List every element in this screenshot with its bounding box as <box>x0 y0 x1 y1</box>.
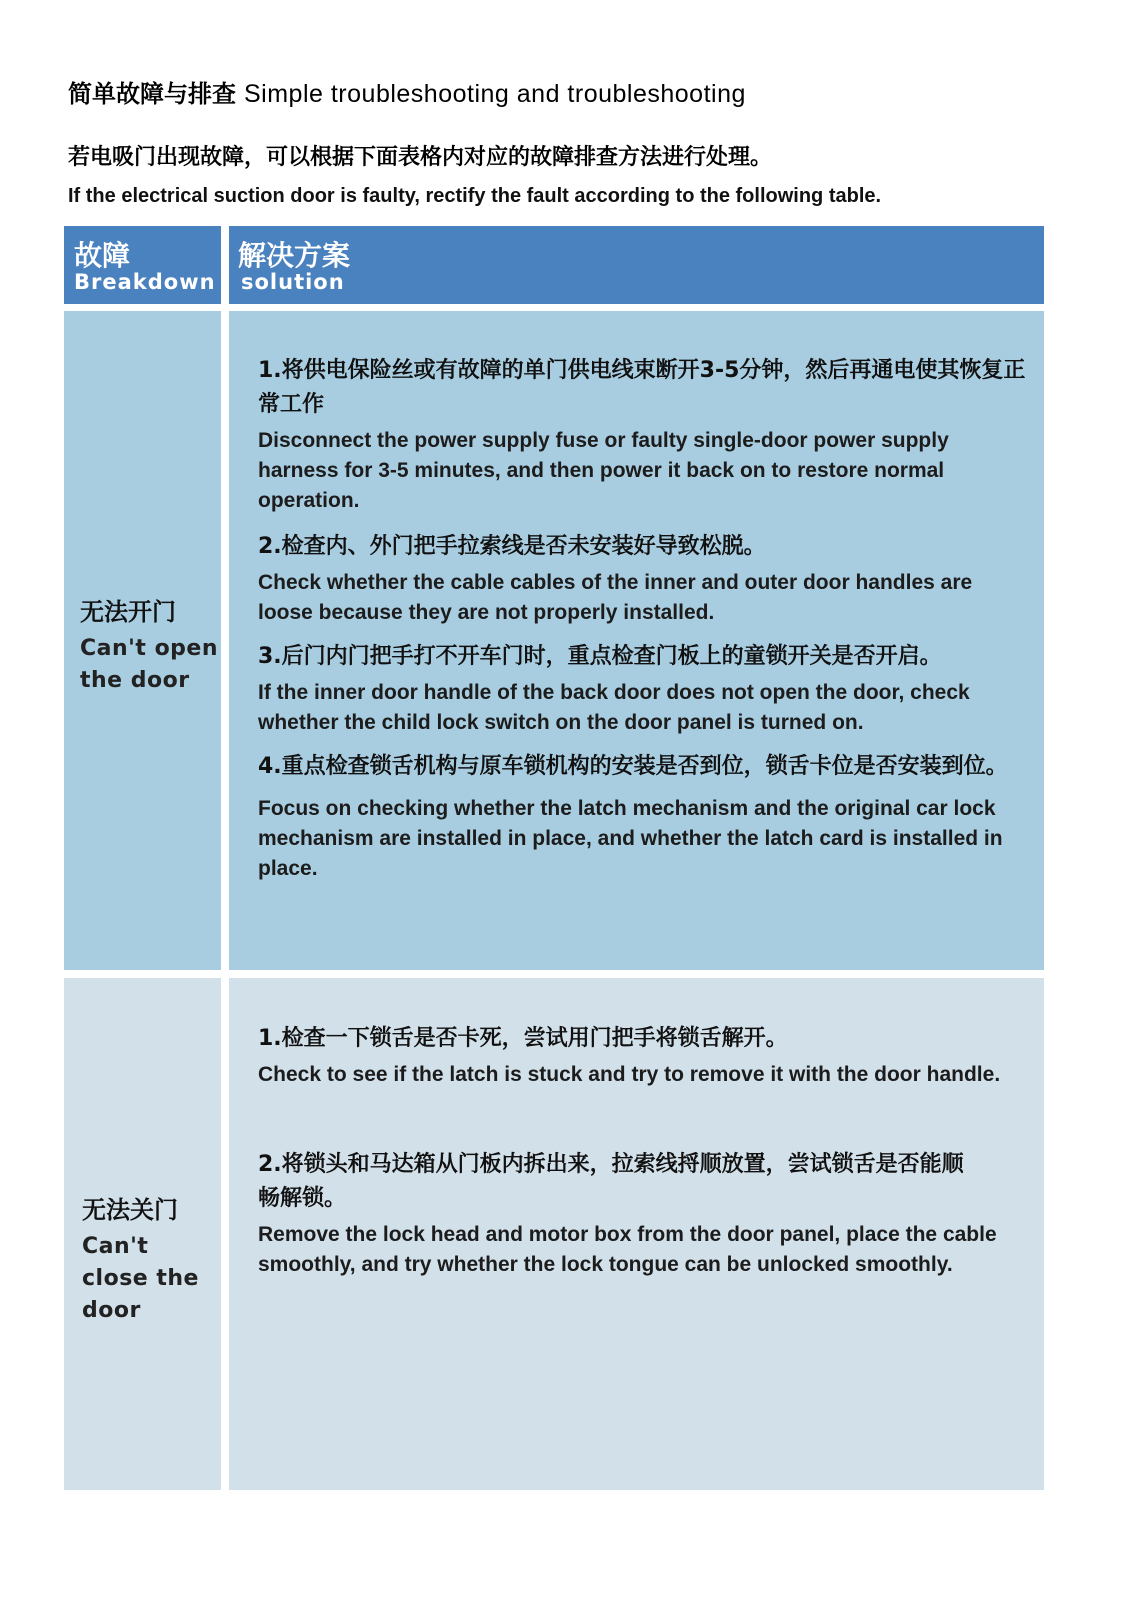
header-breakdown-en: Breakdown <box>74 270 216 294</box>
fault-cn: 无法开门 <box>80 598 176 626</box>
fault-en: Can't open the door <box>80 636 219 693</box>
solution-item <box>258 1022 1028 1090</box>
solution-cn: 3.后门内门把手打不开车门时，重点检查门板上的童锁开关是否开启。 <box>258 644 942 669</box>
solution-item <box>258 640 1028 738</box>
fault-cant-close <box>82 1190 222 1327</box>
solution-cn: 1.检查一下锁舌是否卡死，尝试用门把手将锁舌解开。 <box>258 1026 788 1051</box>
solution-item <box>258 750 1028 884</box>
solution-cn: 4.重点检查锁舌机构与原车锁机构的安装是否到位，锁舌卡位是否安装到位。 <box>258 754 1008 779</box>
fault-en: Can't close the door <box>82 1234 199 1323</box>
solution-en: Check whether the cable cables of the inner and outer door handles are loose because they are not properly installed. <box>258 571 973 624</box>
page-title-en: Simple troubleshooting and troubleshooting <box>244 80 746 108</box>
solution-item <box>258 354 1028 516</box>
solution-cn: 2.将锁头和马达箱从门板内拆出来，拉索线捋顺放置，尝试锁舌是否能顺畅解锁。 <box>258 1152 964 1211</box>
fault-cn: 无法关门 <box>82 1196 178 1224</box>
header-solution-cn: 解决方案 <box>238 239 351 272</box>
solution-item <box>258 530 1028 628</box>
intro-text-en: If the electrical suction door is faulty, rectify the fault according to the following table. <box>68 185 882 207</box>
intro-text-cn: 若电吸门出现故障，可以根据下面表格内对应的故障排查方法进行处理。 <box>68 145 773 170</box>
solution-en: If the inner door handle of the back door does not open the door, check whether the child lock switch on the door panel is turned on. <box>258 681 970 734</box>
page-title-cn: 简单故障与排查 <box>68 80 236 108</box>
solution-en: Check to see if the latch is stuck and try to remove it with the door handle. <box>258 1063 1001 1086</box>
table-header-solution <box>229 226 1044 304</box>
solution-cn: 1.将供电保险丝或有故障的单门供电线束断开3-5分钟，然后再通电使其恢复正常工作 <box>258 358 1026 417</box>
fault-cant-open <box>80 592 220 697</box>
header-breakdown-cn: 故障 <box>74 239 131 272</box>
solution-item <box>258 1148 1028 1280</box>
solution-en: Focus on checking whether the latch mechanism and the original car lock mechanism are installed in place, and whether the latch card is installed in place. <box>258 797 1003 880</box>
solution-en: Disconnect the power supply fuse or faulty single-door power supply harness for 3-5 minutes, and then power it back on to restore normal operation. <box>258 429 949 512</box>
page-title <box>68 74 746 109</box>
solution-cn: 2.检查内、外门把手拉索线是否未安装好导致松脱。 <box>258 534 766 559</box>
table-header-breakdown <box>64 226 221 304</box>
solution-en: Remove the lock head and motor box from the door panel, place the cable smoothly, and try whether the lock tongue can be unlocked smoothly. <box>258 1223 997 1276</box>
header-solution-en: solution <box>241 270 345 294</box>
